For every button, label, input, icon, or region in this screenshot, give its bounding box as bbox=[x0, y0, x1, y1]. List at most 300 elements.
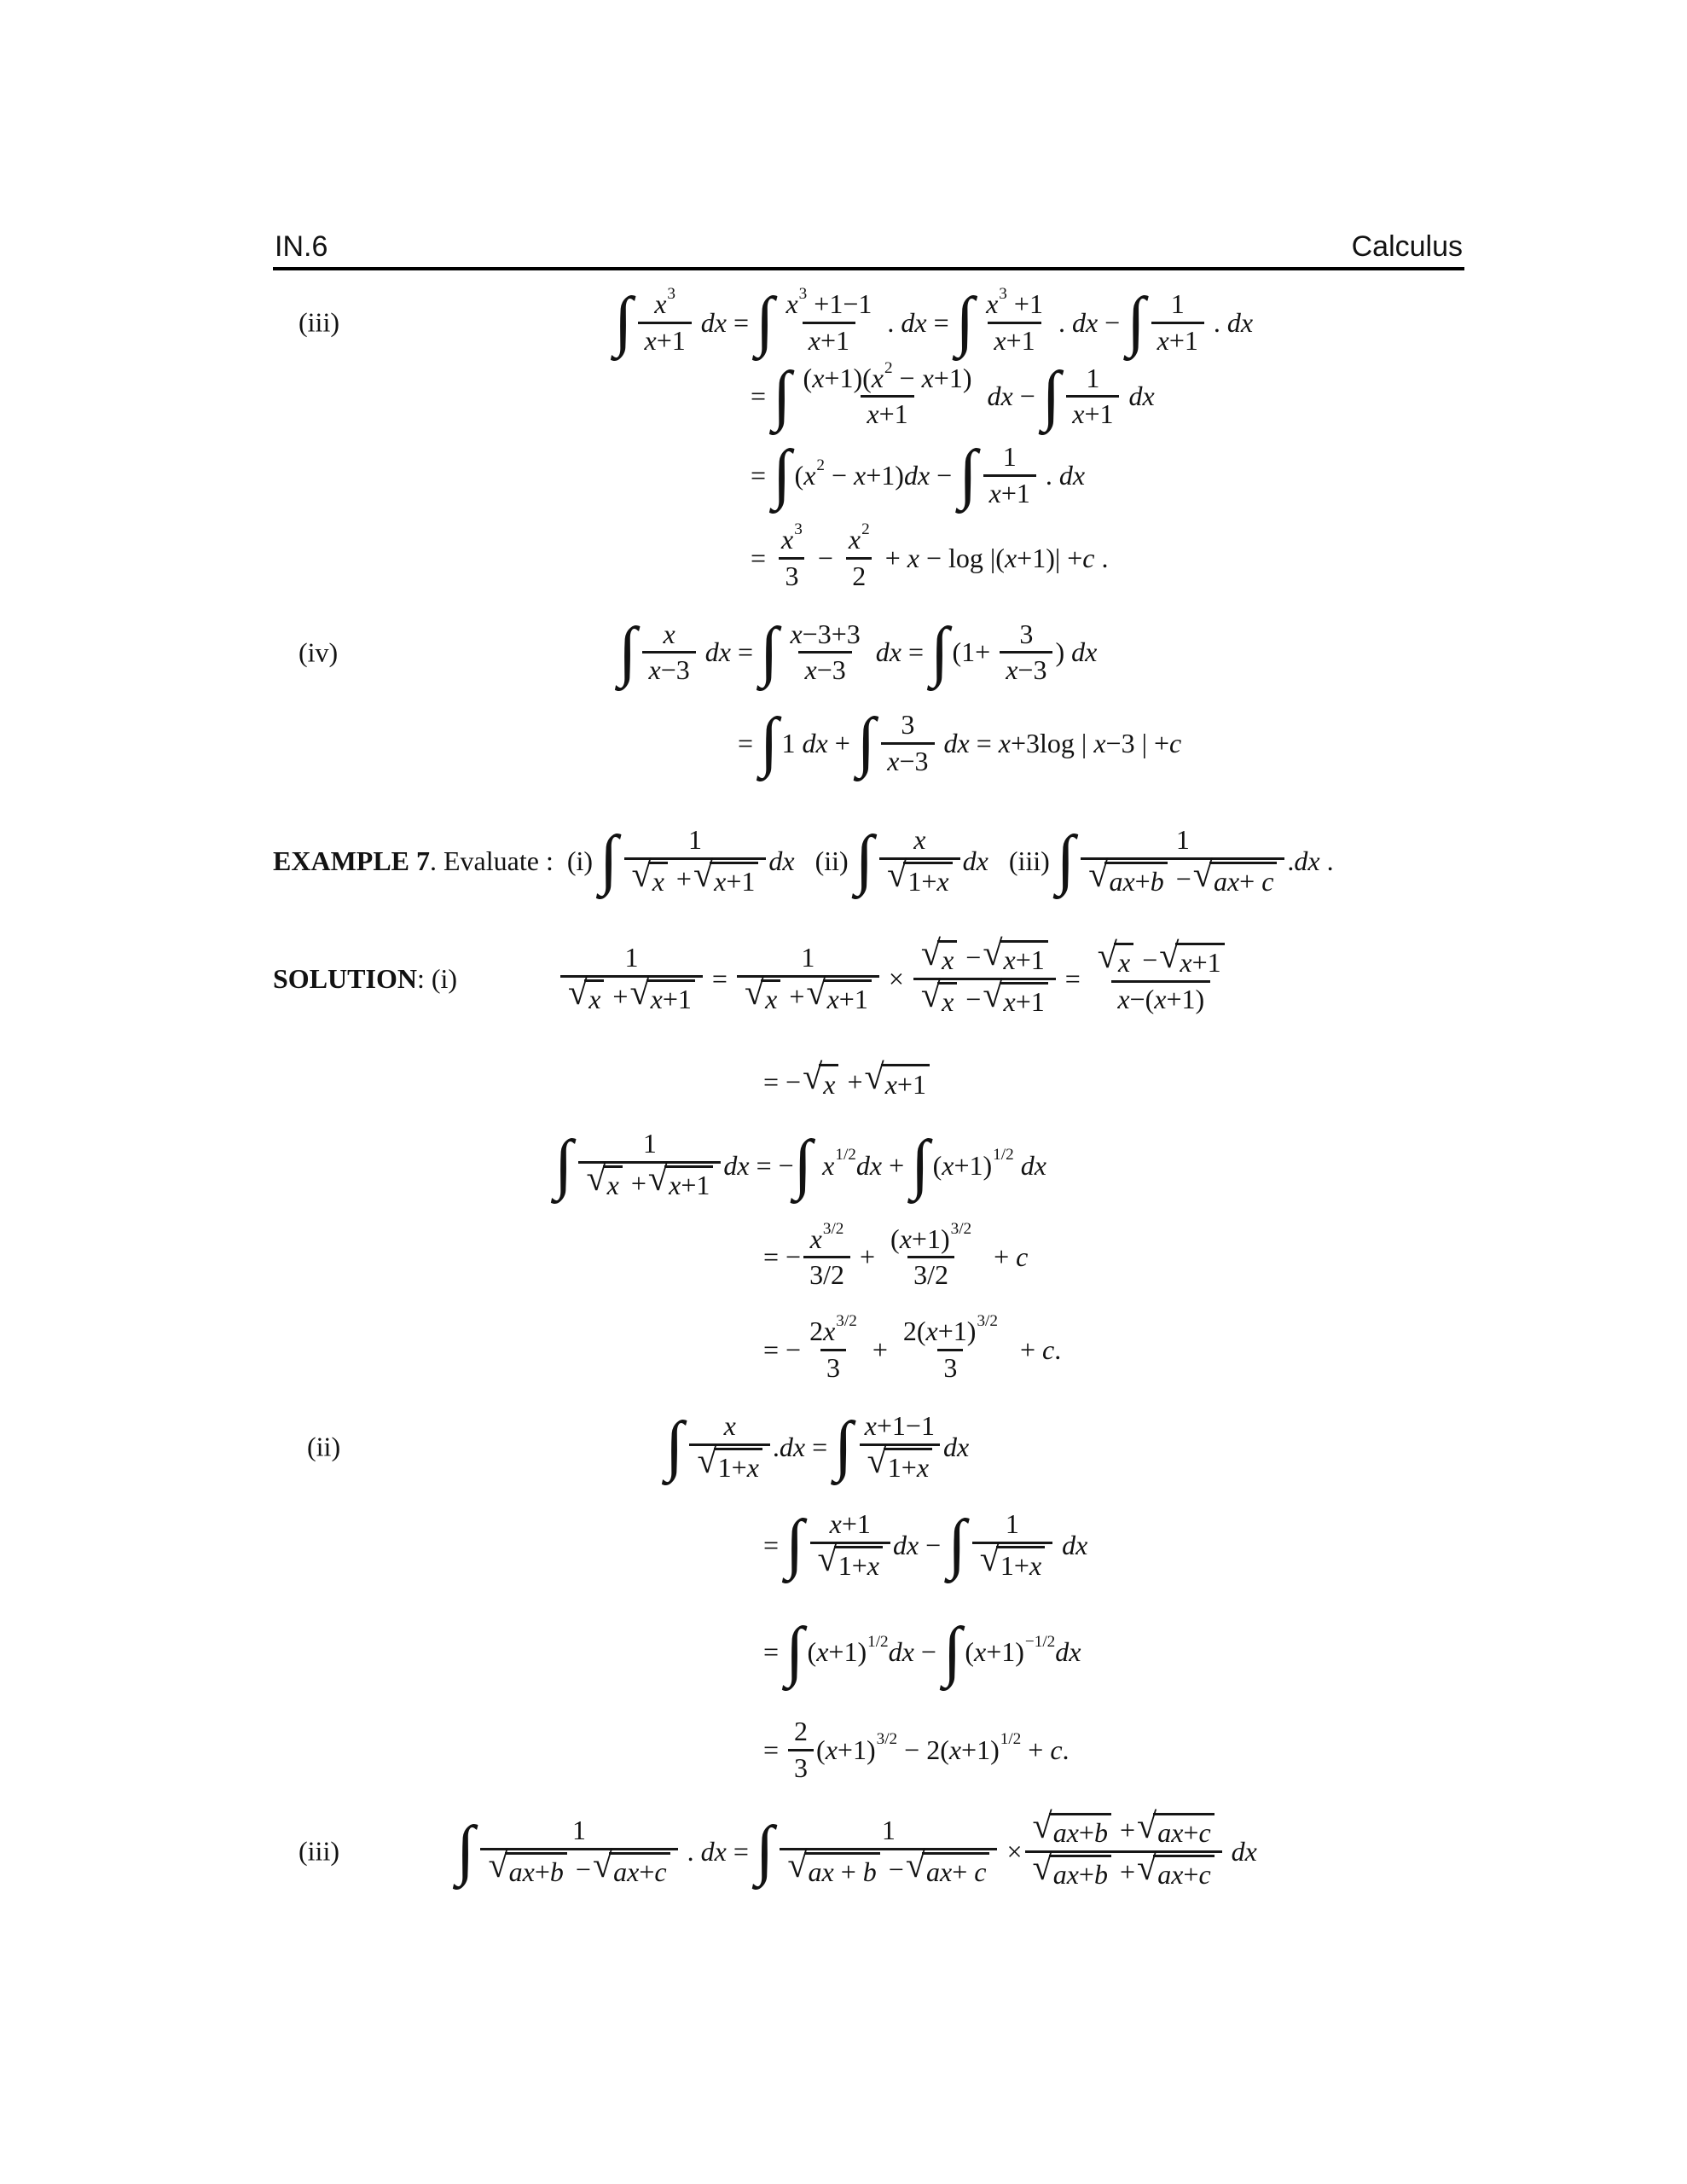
square-root bbox=[1088, 854, 1167, 897]
equation-run: dx = bbox=[700, 306, 756, 338]
equation-run: − x+1) bbox=[892, 362, 972, 393]
lead-text: . Evaluate : bbox=[430, 845, 560, 876]
radicand bbox=[714, 1448, 762, 1484]
math-variable: x bbox=[864, 1409, 877, 1441]
square-root bbox=[983, 933, 1047, 976]
equation-run: = bbox=[751, 460, 774, 491]
radical-sign: √ bbox=[693, 854, 714, 895]
equation-run: ax + b bbox=[808, 1856, 877, 1887]
equation-run: .dx = bbox=[772, 1431, 835, 1462]
equation bbox=[763, 1312, 1062, 1385]
math-variable: x bbox=[1006, 654, 1018, 686]
equation-row bbox=[273, 1219, 1464, 1293]
integral-sign: ∫ bbox=[834, 1408, 853, 1483]
math-variable: ax bbox=[1157, 1858, 1184, 1890]
lead-text: : (i) bbox=[416, 963, 458, 995]
math-variable: dx bbox=[723, 1149, 750, 1181]
equation-run: ) dx bbox=[1055, 636, 1098, 668]
equation-run: + bbox=[782, 981, 805, 1013]
math-variable: x bbox=[812, 362, 825, 393]
math-variable: dx bbox=[802, 728, 828, 759]
radicand bbox=[884, 1448, 932, 1484]
superscript bbox=[951, 1220, 972, 1239]
equation-run: dx − bbox=[987, 380, 1042, 412]
equation-run: x+1 bbox=[714, 865, 756, 897]
math-variable: dx bbox=[700, 1835, 727, 1867]
fraction-numerator bbox=[1080, 362, 1105, 396]
math-variable: x bbox=[942, 944, 954, 975]
fraction-denominator bbox=[937, 1349, 963, 1385]
square-root bbox=[806, 973, 871, 1015]
radical-sign: √ bbox=[920, 975, 942, 1016]
math-variable: dx bbox=[942, 1431, 970, 1462]
radical-sign: √ bbox=[1088, 854, 1109, 895]
math-variable: dx bbox=[1071, 306, 1099, 338]
fraction-denominator bbox=[779, 557, 804, 594]
math-variable: b bbox=[862, 1856, 877, 1887]
equation-run bbox=[815, 1150, 834, 1182]
equation-run: 2 bbox=[816, 456, 825, 474]
equation-run: − x+1)dx − bbox=[824, 460, 959, 491]
equation bbox=[456, 1805, 1257, 1892]
square-root bbox=[1097, 936, 1133, 979]
fraction-numerator bbox=[788, 1715, 814, 1749]
square-root bbox=[864, 1056, 930, 1101]
math-variable: c bbox=[1261, 865, 1274, 897]
integral-sign: ∫ bbox=[955, 283, 975, 358]
math-variable: x bbox=[808, 324, 820, 356]
fraction bbox=[913, 933, 1056, 1019]
fraction-denominator bbox=[1000, 651, 1052, 688]
fraction bbox=[797, 358, 978, 433]
radicand bbox=[1153, 1855, 1214, 1891]
superscript bbox=[835, 1146, 856, 1165]
square-root bbox=[787, 1844, 879, 1888]
math-variable: x bbox=[669, 1170, 681, 1201]
equation-run: (x+1) bbox=[965, 1636, 1024, 1668]
equation-run: 1 dx + bbox=[781, 728, 857, 759]
equation-run bbox=[942, 945, 954, 976]
equation-run: . dx = bbox=[880, 306, 956, 338]
equation-run: × bbox=[881, 963, 911, 995]
math-variable: x bbox=[1093, 728, 1106, 759]
math-variable: x bbox=[663, 618, 675, 649]
integral-sign: ∫ bbox=[456, 1812, 475, 1887]
fraction-denominator bbox=[638, 322, 691, 358]
equation-run: x+1 bbox=[650, 984, 692, 1015]
math-variable: x bbox=[746, 1451, 759, 1483]
math-variable: x bbox=[988, 478, 1001, 509]
math-variable: x bbox=[786, 288, 798, 319]
square-root bbox=[1032, 1847, 1111, 1891]
superscript bbox=[993, 1146, 1014, 1165]
equation-run: + bbox=[1112, 1814, 1135, 1845]
math-variable: x bbox=[1154, 984, 1167, 1015]
radical-sign: √ bbox=[887, 854, 907, 895]
fraction-numerator bbox=[648, 285, 681, 322]
equation-run bbox=[823, 1069, 835, 1101]
equation-run: 3 bbox=[794, 520, 803, 539]
fraction bbox=[803, 1219, 850, 1293]
equation-run bbox=[943, 1432, 969, 1463]
equation-row bbox=[273, 1048, 1464, 1115]
equation-run: 3/2 bbox=[950, 1219, 972, 1238]
lead-word: SOLUTION bbox=[273, 963, 417, 995]
integral-sign: ∫ bbox=[1056, 822, 1075, 897]
equation-run bbox=[1055, 1530, 1087, 1561]
fraction-numerator bbox=[1000, 1507, 1025, 1542]
equation-run: 3 bbox=[901, 709, 915, 741]
math-variable: x bbox=[942, 986, 954, 1018]
radicand bbox=[1000, 940, 1048, 976]
equation-rows bbox=[273, 270, 1464, 1892]
fraction bbox=[859, 1409, 941, 1485]
math-variable: x bbox=[1072, 398, 1085, 430]
fraction-denominator bbox=[788, 1749, 814, 1786]
fraction-denominator bbox=[1151, 322, 1204, 358]
math-variable: x bbox=[884, 1068, 897, 1100]
integral-sign: ∫ bbox=[930, 613, 949, 688]
superscript bbox=[867, 1633, 889, 1652]
radicand bbox=[834, 1546, 883, 1582]
equation-run: 3/2 bbox=[913, 1259, 949, 1291]
fraction-denominator bbox=[907, 1256, 954, 1292]
header-left-text: IN.6 bbox=[275, 230, 328, 263]
equation bbox=[665, 1409, 969, 1485]
equation-run: x+1 bbox=[644, 324, 686, 356]
equation-run: dx = − bbox=[723, 1149, 794, 1181]
equation-run: dx − bbox=[892, 1529, 948, 1560]
equation-run: 1+x bbox=[838, 1549, 879, 1581]
equation-run: x−3 bbox=[1006, 654, 1047, 686]
equation-run bbox=[654, 289, 666, 320]
fraction-numerator bbox=[803, 1312, 863, 1349]
equation-run bbox=[768, 845, 794, 877]
radicand bbox=[996, 1546, 1045, 1582]
math-variable: dx bbox=[768, 845, 795, 876]
radical-sign: √ bbox=[864, 1056, 884, 1097]
equation-run: 1/2 bbox=[835, 1146, 856, 1165]
fraction bbox=[1151, 288, 1204, 358]
equation-run: x+1 bbox=[669, 1170, 710, 1201]
math-variable: dx bbox=[1058, 460, 1086, 491]
math-variable: x bbox=[714, 865, 727, 897]
radical-sign: √ bbox=[1097, 936, 1117, 977]
math-variable: x bbox=[648, 654, 661, 686]
equation-run bbox=[963, 845, 988, 877]
equation bbox=[614, 283, 1254, 358]
fraction-numerator bbox=[1025, 1805, 1222, 1850]
math-variable: ax bbox=[1109, 865, 1135, 897]
math-variable: c bbox=[1169, 728, 1182, 759]
math-variable: x bbox=[916, 1451, 930, 1483]
math-variable: x bbox=[854, 460, 867, 491]
radical-sign: √ bbox=[568, 973, 588, 1014]
equation-run bbox=[810, 1224, 822, 1255]
math-variable: x bbox=[871, 362, 884, 393]
function-name: log bbox=[1040, 728, 1075, 759]
equation-run: 1+x bbox=[1000, 1549, 1042, 1581]
fraction bbox=[881, 708, 934, 779]
math-variable: dx bbox=[901, 306, 927, 338]
equation-row bbox=[273, 1715, 1464, 1786]
fraction-denominator bbox=[624, 854, 767, 899]
square-root bbox=[629, 973, 694, 1015]
equation-run: = bbox=[763, 1636, 786, 1668]
fraction bbox=[879, 823, 959, 899]
fraction-denominator bbox=[1066, 395, 1119, 432]
square-root bbox=[488, 1844, 566, 1888]
equation-run: ax+b bbox=[1052, 1816, 1108, 1848]
equation-run: x+1 bbox=[829, 1507, 871, 1539]
integral-sign: ∫ bbox=[755, 283, 774, 358]
equation-run: − bbox=[1135, 944, 1158, 976]
equation-run: 2 bbox=[884, 358, 893, 377]
fraction bbox=[560, 941, 703, 1017]
equation-run: = bbox=[738, 728, 761, 759]
radicand bbox=[505, 1852, 567, 1888]
math-variable: x bbox=[654, 288, 667, 319]
fraction-denominator bbox=[1081, 854, 1284, 899]
square-root bbox=[631, 854, 668, 897]
radical-sign: √ bbox=[1192, 854, 1213, 895]
equation-run: x+1 bbox=[1003, 944, 1045, 975]
fraction-denominator bbox=[803, 322, 855, 358]
math-variable: x bbox=[822, 1149, 835, 1181]
radical-sign: √ bbox=[867, 1440, 887, 1481]
equation-run: ax+b bbox=[1052, 1858, 1108, 1890]
math-variable: dx bbox=[875, 636, 901, 668]
math-variable: c bbox=[1050, 1734, 1063, 1765]
fraction-denominator bbox=[803, 1256, 850, 1292]
math-variable: x bbox=[994, 324, 1006, 356]
function-name: log bbox=[948, 542, 983, 573]
equation-run: = − bbox=[763, 1334, 802, 1366]
math-variable: x bbox=[942, 1149, 954, 1181]
superscript bbox=[794, 520, 803, 539]
fraction-numerator bbox=[795, 941, 820, 975]
equation-run: 1 bbox=[624, 942, 639, 973]
page-root bbox=[273, 0, 1464, 1892]
fraction-denominator bbox=[780, 1844, 997, 1890]
equation-run: x+1 bbox=[1072, 398, 1114, 430]
math-variable: x bbox=[644, 324, 657, 356]
integral-sign: ∫ bbox=[760, 704, 779, 779]
math-variable: x bbox=[804, 654, 817, 686]
fraction-denominator bbox=[480, 1844, 677, 1890]
equation-run: 3/2 bbox=[836, 1312, 857, 1331]
math-variable: x bbox=[803, 460, 816, 491]
square-root bbox=[592, 1844, 670, 1888]
radicand bbox=[1153, 1813, 1214, 1849]
fraction bbox=[737, 941, 879, 1017]
superscript bbox=[977, 1312, 998, 1331]
equation-run: 1+x bbox=[907, 865, 949, 897]
integral-sign: ∫ bbox=[614, 283, 633, 358]
equation-run bbox=[942, 987, 954, 1018]
equation bbox=[763, 1056, 931, 1101]
fraction-numerator bbox=[658, 618, 681, 652]
equation-row bbox=[273, 283, 1464, 358]
integral-sign: ∫ bbox=[786, 1612, 804, 1687]
square-root bbox=[983, 975, 1047, 1018]
square-root bbox=[586, 1159, 622, 1201]
fraction bbox=[983, 440, 1036, 511]
equation-run: x+1 bbox=[1003, 986, 1045, 1018]
equation-run: x−3+3 bbox=[790, 618, 861, 649]
fraction-denominator bbox=[988, 322, 1041, 358]
roman-text: (i) bbox=[566, 845, 600, 876]
equation-run: x−(x+1) bbox=[1117, 984, 1205, 1015]
equation-run: 1 bbox=[1086, 362, 1100, 393]
radical-sign: √ bbox=[787, 1844, 808, 1885]
integral-sign: ∫ bbox=[948, 1506, 966, 1581]
math-variable: x bbox=[867, 398, 879, 430]
integral-sign: ∫ bbox=[856, 704, 876, 779]
math-variable: x bbox=[986, 288, 999, 319]
equation-row bbox=[273, 520, 1464, 594]
integral-sign: ∫ bbox=[773, 357, 791, 432]
equation-run: x+1 bbox=[1180, 947, 1221, 979]
radical-sign: √ bbox=[1137, 1847, 1157, 1888]
radical-sign: √ bbox=[586, 1159, 606, 1199]
equation bbox=[751, 520, 1109, 594]
integral-sign: ∫ bbox=[1127, 283, 1145, 358]
math-variable: c bbox=[1016, 1241, 1029, 1273]
superscript bbox=[861, 520, 870, 539]
equation-run: 1 bbox=[1170, 288, 1185, 319]
math-variable: ax bbox=[508, 1856, 535, 1887]
equation-run: 1 bbox=[1175, 823, 1190, 855]
fraction-denominator bbox=[846, 557, 872, 594]
superscript bbox=[816, 456, 825, 475]
fraction-numerator bbox=[997, 440, 1023, 474]
math-variable: x bbox=[925, 1316, 938, 1347]
fraction bbox=[843, 520, 876, 594]
fraction-numerator bbox=[637, 1127, 663, 1161]
equation-run bbox=[786, 289, 797, 320]
fraction bbox=[624, 823, 767, 899]
math-variable: c bbox=[1082, 542, 1095, 573]
math-variable: ax bbox=[1157, 1816, 1184, 1848]
integral-sign: ∫ bbox=[665, 1408, 684, 1483]
square-root bbox=[693, 854, 758, 897]
math-variable: x bbox=[899, 1223, 912, 1254]
square-root bbox=[803, 1056, 838, 1101]
equation-run: 1+x bbox=[717, 1451, 759, 1483]
equation-run: . dx − bbox=[1051, 306, 1128, 338]
equation-run: dx = bbox=[875, 636, 931, 668]
fraction-numerator bbox=[1165, 288, 1191, 322]
radical-sign: √ bbox=[1032, 1805, 1052, 1846]
fraction-numerator bbox=[980, 285, 1049, 322]
integral-sign: ∫ bbox=[773, 436, 791, 511]
math-variable: ax bbox=[926, 1856, 953, 1887]
math-variable: x bbox=[588, 984, 601, 1015]
equation bbox=[554, 1127, 1046, 1203]
equation-run: (x bbox=[794, 460, 816, 491]
fraction-numerator bbox=[784, 618, 866, 652]
equation-run: . dx bbox=[1206, 306, 1254, 338]
math-variable: x bbox=[1117, 947, 1131, 979]
equation-run: = − bbox=[763, 1241, 802, 1273]
square-root bbox=[905, 1844, 990, 1888]
square-root bbox=[647, 1159, 713, 1201]
equation-run: 2(x+1) bbox=[902, 1316, 977, 1347]
math-variable: c bbox=[1198, 1816, 1211, 1848]
equation-run: + x − log |(x+1)| +c . bbox=[878, 542, 1109, 573]
equation-run bbox=[849, 525, 861, 555]
math-variable: x bbox=[809, 1223, 822, 1254]
math-variable: x bbox=[887, 746, 900, 777]
superscript bbox=[799, 285, 808, 304]
equation-run: . dx bbox=[1038, 460, 1086, 491]
math-variable: x bbox=[913, 823, 926, 855]
equation-run: = bbox=[763, 1734, 786, 1765]
math-variable: c bbox=[974, 1856, 987, 1887]
equation-run: 1/2 bbox=[1000, 1730, 1022, 1749]
math-variable: dx bbox=[855, 1149, 883, 1181]
fraction-denominator bbox=[1025, 1847, 1222, 1892]
equation-run: + bbox=[606, 981, 629, 1013]
fraction-numerator bbox=[566, 1814, 592, 1848]
equation-run bbox=[913, 825, 925, 856]
math-variable: x bbox=[948, 1734, 962, 1765]
square-root bbox=[697, 1440, 762, 1484]
math-variable: dx bbox=[1071, 636, 1098, 668]
math-variable: x bbox=[723, 1409, 736, 1441]
math-variable: c bbox=[1198, 1858, 1211, 1890]
math-variable: x bbox=[1117, 984, 1130, 1015]
radicand bbox=[664, 1165, 713, 1201]
integral-sign: ∫ bbox=[618, 613, 637, 688]
equation-run bbox=[1014, 1150, 1046, 1182]
math-variable: ax bbox=[808, 1856, 834, 1887]
equation-run: ax+b bbox=[508, 1856, 564, 1887]
equation-run: ax+ c bbox=[1213, 865, 1274, 897]
roman-text: (ii) bbox=[794, 845, 855, 876]
fraction-denominator bbox=[860, 1440, 940, 1485]
equation-run: 1/2 bbox=[867, 1633, 889, 1652]
equation-run: dx − bbox=[888, 1636, 943, 1668]
item-label: (iii) bbox=[299, 306, 339, 338]
math-variable: b bbox=[549, 1856, 564, 1887]
math-variable: x bbox=[765, 984, 778, 1015]
radical-sign: √ bbox=[1032, 1847, 1052, 1888]
integral-sign: ∫ bbox=[942, 1612, 962, 1687]
fraction bbox=[578, 1127, 721, 1203]
equation-run: 3 bbox=[667, 285, 675, 304]
equation-run: − 2(x+1) bbox=[897, 1734, 1000, 1765]
equation bbox=[751, 357, 1155, 433]
math-variable: dx bbox=[1226, 306, 1254, 338]
fraction bbox=[638, 285, 691, 358]
equation-run bbox=[1055, 1636, 1081, 1668]
equation bbox=[763, 1612, 1081, 1687]
fraction-denominator bbox=[560, 975, 703, 1017]
equation-run: 2 bbox=[852, 560, 867, 591]
radical-sign: √ bbox=[803, 1056, 823, 1097]
math-variable: x bbox=[652, 865, 664, 897]
math-variable: c bbox=[1042, 1334, 1055, 1366]
math-variable: x bbox=[907, 542, 919, 573]
fraction-denominator bbox=[1111, 980, 1210, 1017]
square-root bbox=[1137, 1805, 1215, 1849]
fraction bbox=[642, 618, 695, 688]
equation-row bbox=[273, 1127, 1464, 1203]
equation-run: 3 bbox=[826, 1352, 840, 1384]
radical-sign: √ bbox=[905, 1844, 926, 1885]
